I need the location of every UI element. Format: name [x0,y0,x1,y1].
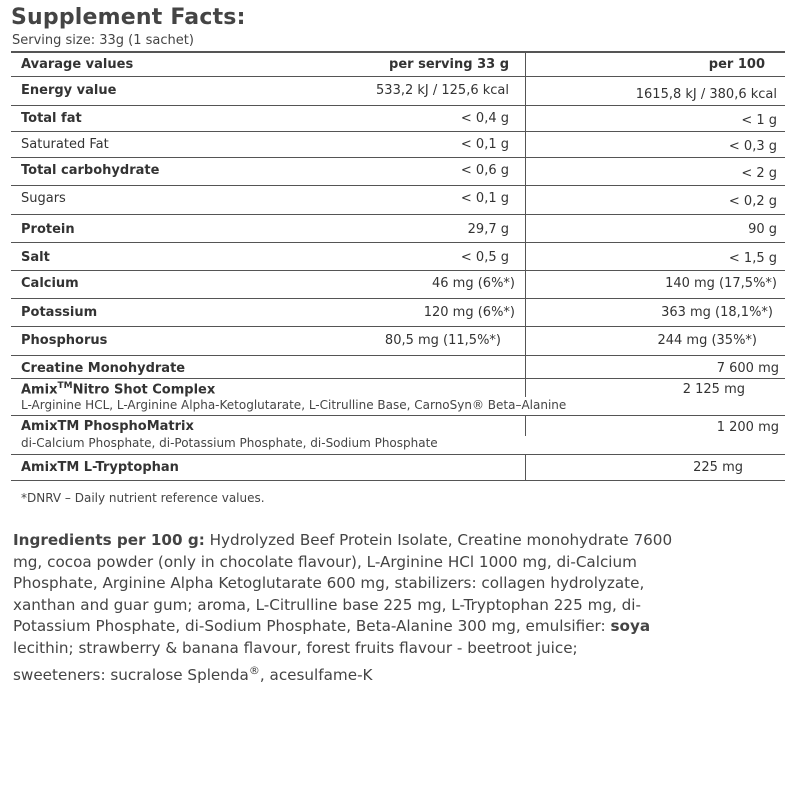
nutrient-name: Phosphorus [21,333,108,348]
column-divider [525,132,526,157]
complex-name: AmixTM L-Tryptophan [21,460,179,475]
complex-amount: 1 200 mg [716,420,779,435]
per-serving-value: < 0,1 g [460,191,509,206]
table-row [11,299,785,327]
complex-amount: 225 mg [693,460,743,475]
column-divider [525,53,526,76]
allergen-text: soya [610,617,651,636]
table-row [11,77,785,106]
complex-name: Amix™Nitro Shot Complex [21,381,216,398]
page-title: Supplement Facts: [11,5,246,30]
nutrient-name: Potassium [21,305,98,320]
column-divider [525,158,526,185]
table-row [11,106,785,132]
per-100-value: < 1,5 g [728,251,777,266]
per-serving-value: 120 mg (6%*) [423,305,515,320]
per-100-value: < 1 g [741,113,777,128]
complex-row [11,455,785,481]
column-divider [525,299,526,326]
column-divider [525,455,526,480]
ingredients-text: Hydrolyzed Beef Protein Isolate, Creatine monohydrate 7600 mg, cocoa powder (only in chocolate flavour), L-Arginine HCl 1000 mg, di-Calcium Phosphate, Arginine Alpha Ketoglutarate 600 mg, stabilizers: collagen hydrolyzate, xanthan and guar gum; aroma, L-Citrulline base 225 mg, L-Tryptophan 225 mg, di-Potassium Phosphate, di-Sodium Phosphate, Beta-Alanine 300 mg, emulsifier: [13,531,673,636]
complex-row [11,379,785,416]
nutrient-name: Salt [21,250,50,265]
column-divider [525,243,526,270]
table-row [11,215,785,243]
complex-row [11,356,785,379]
per-serving-value: < 0,5 g [460,250,509,265]
per-100-value: 90 g [748,222,777,237]
footnote: *DNRV – Daily nutrient reference values. [21,491,265,505]
table-row [11,158,785,186]
column-divider [525,356,526,378]
per-100-value: < 0,2 g [728,194,777,209]
registered-mark: ® [248,663,260,677]
table-header-row [11,53,785,77]
header-per-100: per 100 [708,57,765,72]
nutrient-name: Saturated Fat [21,137,109,152]
per-serving-value: 80,5 mg (11,5%*) [384,333,501,348]
header-name: Avarage values [21,57,134,72]
supplement-facts-table [11,51,785,481]
complex-amount: 7 600 mg [716,361,779,376]
column-divider [525,77,526,105]
table-row [11,186,785,215]
ingredients-text: , acesulfame-K [259,665,373,684]
column-divider [525,215,526,242]
per-100-value: 244 mg (35%*) [657,333,757,348]
per-serving-value: < 0,6 g [460,163,509,178]
nutrient-name: Sugars [21,191,66,206]
complex-row [11,416,785,455]
nutrient-name: Calcium [21,276,79,291]
complex-amount: 2 125 mg [682,382,745,397]
per-100-value: < 0,3 g [728,139,777,154]
column-divider [525,379,526,397]
per-100-value: 140 mg (17,5%*) [665,276,777,291]
per-serving-value: 533,2 kJ / 125,6 kcal [376,83,509,98]
per-serving-value: < 0,1 g [460,137,509,152]
column-divider [525,106,526,131]
nutrient-name: Total fat [21,111,82,126]
column-divider [525,186,526,214]
nutrient-name: Total carbohydrate [21,163,160,178]
per-100-value: < 2 g [741,166,777,181]
serving-size: Serving size: 33g (1 sachet) [12,33,194,48]
per-serving-value: < 0,4 g [460,111,509,126]
nutrient-name: Protein [21,222,75,237]
table-row [11,132,785,158]
header-per-serving: per serving 33 g [389,57,509,72]
ingredients-heading: Ingredients per 100 g: [13,531,205,549]
complex-name: Creatine Monohydrate [21,361,186,376]
complex-ingredients: di-Calcium Phosphate, di-Potassium Phosphate, di-Sodium Phosphate [21,436,438,450]
complex-name: AmixTM PhosphoMatrix [21,419,194,434]
nutrient-name: Energy value [21,83,117,98]
per-serving-value: 46 mg (6%*) [432,276,515,291]
ingredients-text: lecithin; strawberry & banana flavour, forest fruits flavour - beetroot juice; sweeteners: sucralose Splenda [13,638,578,684]
column-divider [525,271,526,298]
table-row [11,271,785,299]
table-row [11,327,785,356]
complex-ingredients: L-Arginine HCL, L-Arginine Alpha-Ketoglutarate, L-Citrulline Base, CarnoSyn® Beta–Alanine [21,398,567,412]
per-100-value: 363 mg (18,1%*) [661,305,773,320]
column-divider [525,327,526,355]
ingredients-paragraph [13,530,673,686]
per-100-value: 1615,8 kJ / 380,6 kcal [635,87,777,102]
per-serving-value: 29,7 g [467,222,509,237]
table-row [11,243,785,271]
column-divider [525,416,526,436]
